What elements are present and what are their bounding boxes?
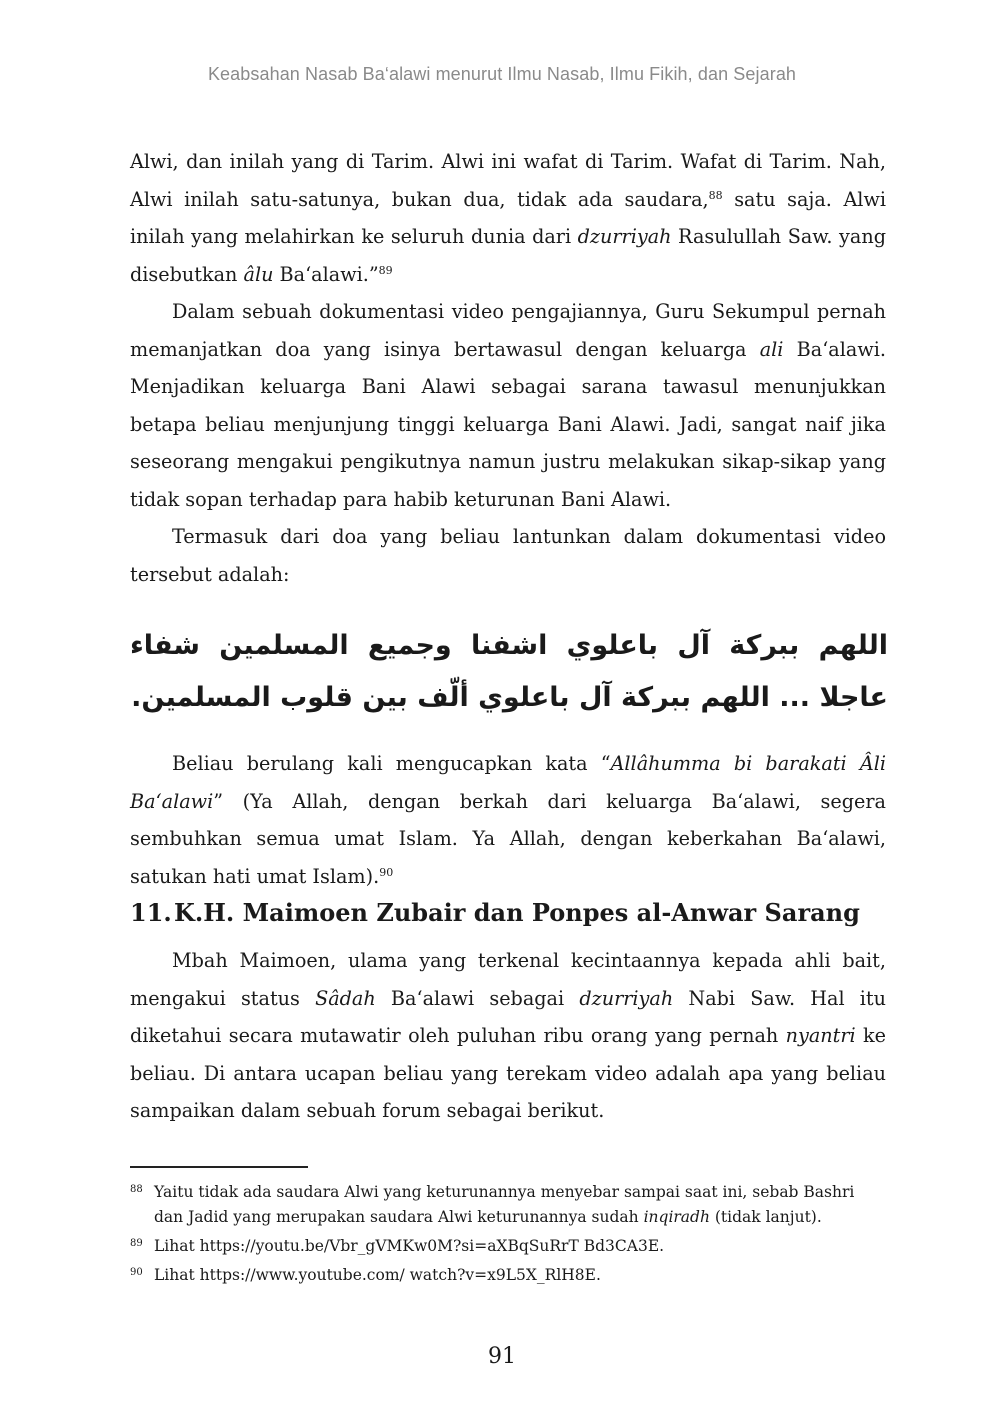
paragraph-quote-continuation <box>130 143 886 293</box>
text: ke beliau. Di antara ucapan beliau yang terekam video adalah apa yang beliau sampaikan dalam sebuah forum sebagai berikut. <box>130 1024 886 1123</box>
footnotes <box>130 1180 886 1292</box>
italic-term: inqiradh <box>643 1208 710 1226</box>
text: Ba‘alawi. Menjadikan keluarga Bani Alawi sebagai sarana tawasul menunjukkan betapa beliau menjunjung tinggi keluarga Bani Alawi. Jadi, sangat naif jika seseorang mengakui pengikutnya namun justru melakukan sikap-sikap yang tidak sopan terhadap para habib keturunan Bani Alawi. <box>130 337 886 511</box>
footnote-link-text[interactable]: Lihat https://www.youtube.com/ watch?v=x9L5X_RlH8E. <box>154 1266 601 1284</box>
footnote-ref-89[interactable]: 89 <box>378 263 393 277</box>
footnote-link-text[interactable]: Lihat https://youtu.be/Vbr_gVMKw0M?si=aXBqSuRrT Bd3CA3E. <box>154 1237 665 1255</box>
footnote-90 <box>130 1263 886 1288</box>
footnote-text: Yaitu tidak ada saudara Alwi yang keturunannya menyebar sampai saat ini, sebab Bashri dan Jadid yang merupakan saudara Alwi keturunannya sudah <box>154 1183 855 1226</box>
text: Dalam sebuah dokumentasi video pengajiannya, Guru Sekumpul pernah memanjatkan doa yang isinya bertawasul dengan keluarga <box>130 300 886 361</box>
footnote-89 <box>130 1234 886 1259</box>
arabic-quote: اللهم ببركة آل باعلوي اشفنا وجميع المسلمين شفاء عاجلا ... اللهم ببركة آل باعلوي ألّف بين قلوب المسلمين. <box>130 630 888 713</box>
italic-term: Allâhumma bi barakati Âli Ba‘alawi <box>130 752 886 813</box>
italic-term: âlu <box>243 262 274 286</box>
footnote-divider <box>130 1166 308 1168</box>
running-head: Keabsahan Nasab Ba‘alawi menurut Ilmu Nasab, Ilmu Fikih, dan Sejarah <box>207 64 797 84</box>
text: Beliau berulang kali mengucapkan kata “ <box>172 752 611 775</box>
footnote-mark: 90 <box>130 1267 143 1278</box>
footnote-ref-88[interactable]: 88 <box>708 188 723 202</box>
text: satu saja. Alwi inilah yang melahirkan ke seluruh dunia dari <box>130 187 886 249</box>
italic-term: Sâdah <box>315 986 376 1010</box>
text: Alwi, dan inilah yang di Tarim. Alwi ini wafat di Tarim. Wafat di Tarim. Nah, Alwi inilah satu-satunya, bukan dua, tidak ada saudara, <box>130 150 886 211</box>
italic-term: dzurriyah <box>577 225 672 249</box>
footnote-ref-90[interactable]: 90 <box>379 865 394 879</box>
paragraph-guru-sekumpul <box>130 293 886 519</box>
footnote-text: (tidak lanjut). <box>709 1208 822 1226</box>
paragraph-allahumma <box>130 745 886 895</box>
italic-term: nyantri <box>785 1024 856 1048</box>
text: Nabi Saw. Hal itu diketahui secara mutawatir oleh puluhan ribu orang yang pernah <box>130 986 886 1048</box>
italic-term: dzurriyah <box>579 986 674 1010</box>
page-number: 91 <box>488 1344 516 1369</box>
italic-term: ali <box>759 337 784 361</box>
text: ” (Ya Allah, dengan berkah dari keluarga Ba‘alawi, segera sembuhkan semua umat Islam. Ya Allah, dengan keberkahan Ba‘alawi, satukan hati umat Islam). <box>130 789 886 888</box>
text: Rasulullah Saw. yang disebutkan <box>130 225 886 286</box>
paragraph-mbah-maimoen <box>130 942 886 1130</box>
section-title: K.H. Maimoen Zubair dan Ponpes al-Anwar Sarang <box>174 898 860 927</box>
text: Mbah Maimoen, ulama yang terkenal kecintaannya kepada ahli bait, mengakui status <box>130 949 886 1010</box>
footnote-mark: 89 <box>130 1238 143 1249</box>
footnote-88 <box>130 1180 886 1230</box>
text: Ba‘alawi.” <box>273 262 379 286</box>
section-heading <box>130 898 860 927</box>
paragraph-doa-intro <box>130 518 886 593</box>
footnote-mark: 88 <box>130 1184 143 1195</box>
text: Ba‘alawi sebagai <box>375 986 580 1010</box>
text: Termasuk dari doa yang beliau lantunkan dalam dokumentasi video tersebut adalah: <box>130 525 886 586</box>
section-number: 11. <box>130 898 172 927</box>
